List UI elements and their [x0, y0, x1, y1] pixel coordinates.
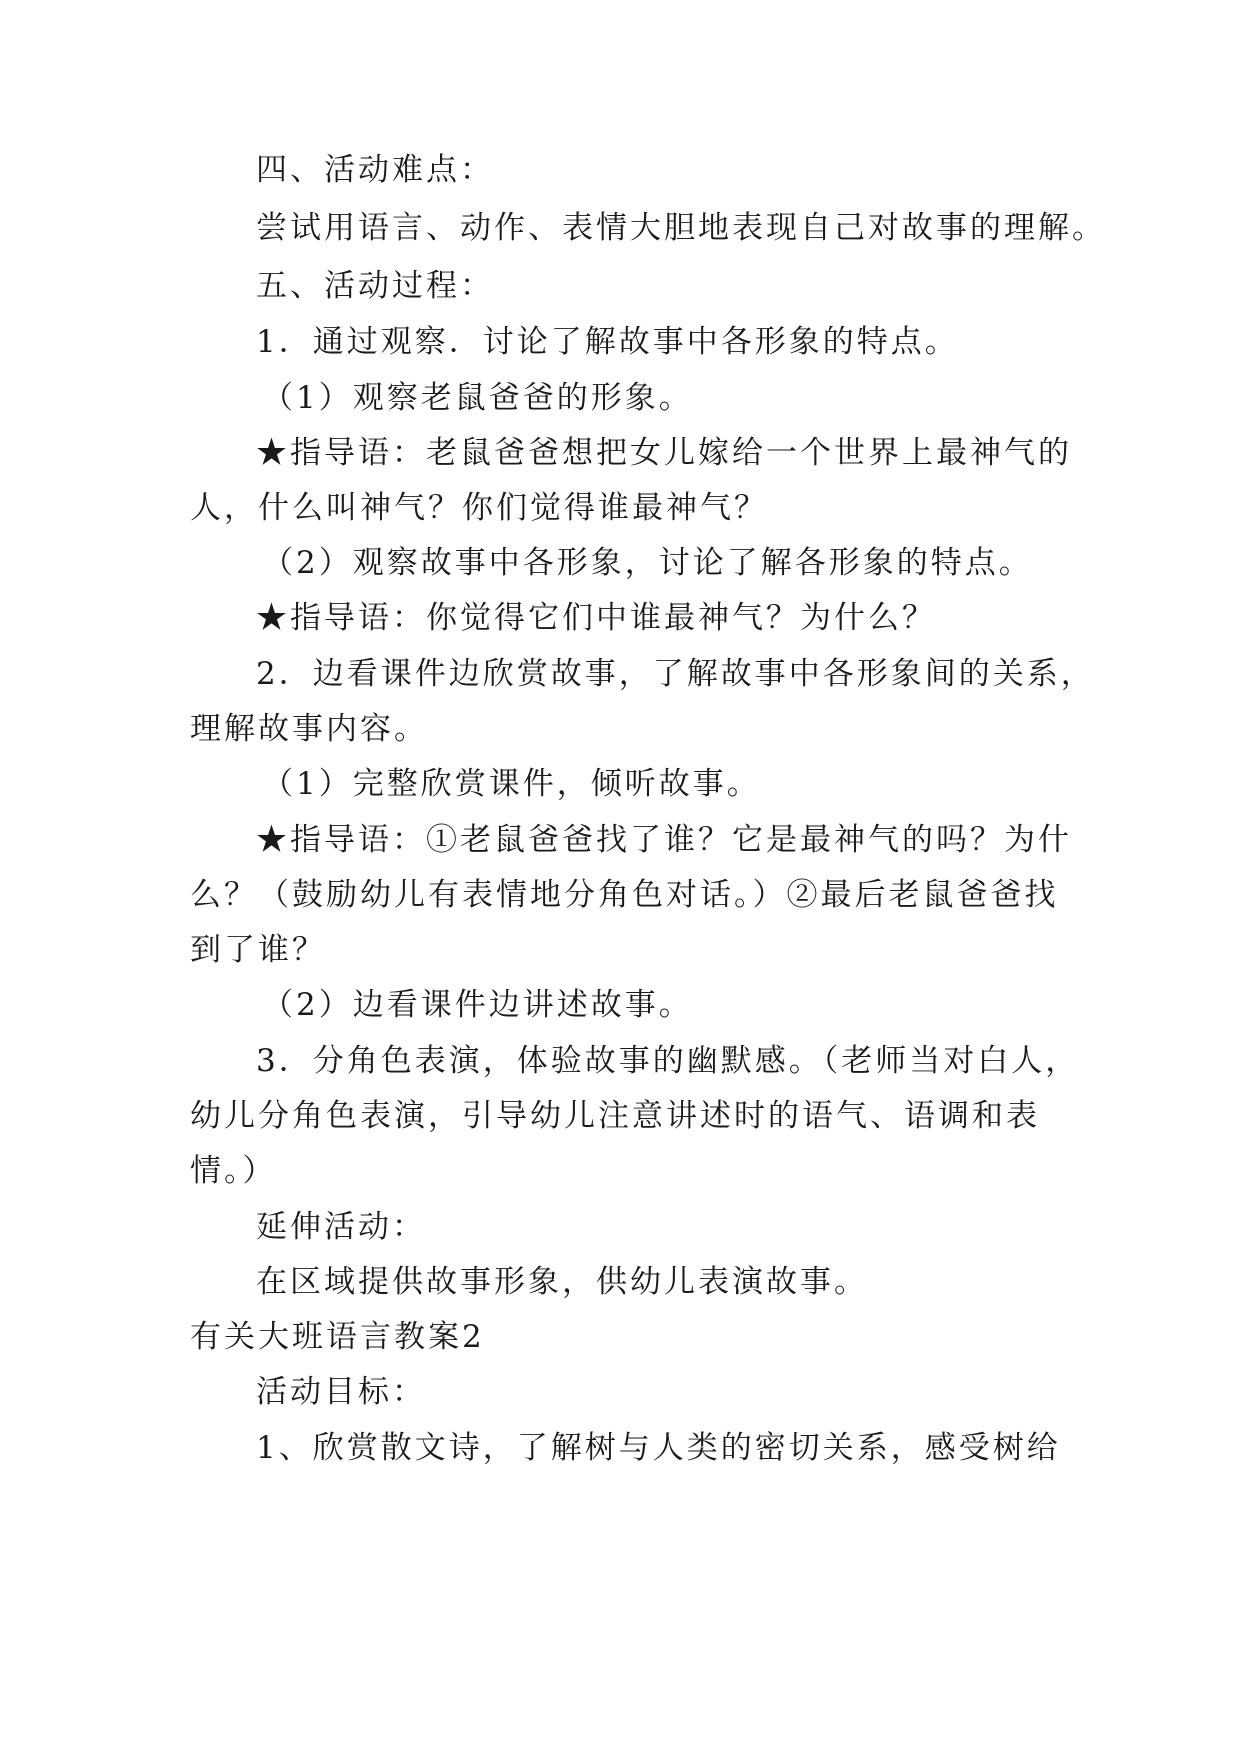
paragraph-line: （2）边看课件边讲述故事。: [262, 987, 693, 1023]
paragraph-line: 人，什么叫神气？你们觉得谁最神气？: [190, 490, 768, 526]
document-title: 有关大班语言教案2: [190, 1319, 485, 1355]
paragraph-line: 情。）: [190, 1153, 277, 1189]
paragraph-line: （1）观察老鼠爸爸的形象。: [262, 380, 693, 416]
paragraph-line: 尝试用语言、动作、表情大胆地表现自己对故事的理解。: [256, 210, 1106, 246]
section-heading-extension: 延伸活动：: [256, 1209, 426, 1245]
paragraph-line: ★指导语：老鼠爸爸想把女儿嫁给一个世界上最神气的: [256, 435, 1072, 471]
section-heading-process: 五、活动过程：: [256, 268, 494, 304]
paragraph-line: （2）观察故事中各形象，讨论了解各形象的特点。: [262, 545, 1033, 581]
paragraph-line: 2．边看课件边欣赏故事，了解故事中各形象间的关系，: [256, 656, 1095, 692]
paragraph-line: 么？（鼓励幼儿有表情地分角色对话。）②最后老鼠爸爸找: [190, 877, 1059, 913]
section-heading-difficulty: 四、活动难点：: [256, 152, 494, 188]
paragraph-line: 3．分角色表演，体验故事的幽默感。（老师当对白人，: [256, 1043, 1080, 1079]
paragraph-line: 在区域提供故事形象，供幼儿表演故事。: [256, 1264, 868, 1300]
paragraph-line: （1）完整欣赏课件，倾听故事。: [262, 766, 761, 802]
paragraph-line: 幼儿分角色表演，引导幼儿注意讲述时的语气、语调和表: [190, 1098, 1040, 1134]
paragraph-line: 1、欣赏散文诗，了解树与人类的密切关系，感受树给: [256, 1430, 1061, 1466]
paragraph-line: ★指导语：你觉得它们中谁最神气？为什么？: [256, 600, 936, 636]
paragraph-line: 理解故事内容。: [190, 711, 428, 747]
section-heading-goals: 活动目标：: [256, 1374, 426, 1410]
paragraph-line: ★指导语：①老鼠爸爸找了谁？它是最神气的吗？为什: [256, 822, 1072, 858]
paragraph-line: 1．通过观察．讨论了解故事中各形象的特点。: [256, 324, 959, 360]
paragraph-line: 到了谁？: [190, 932, 326, 968]
